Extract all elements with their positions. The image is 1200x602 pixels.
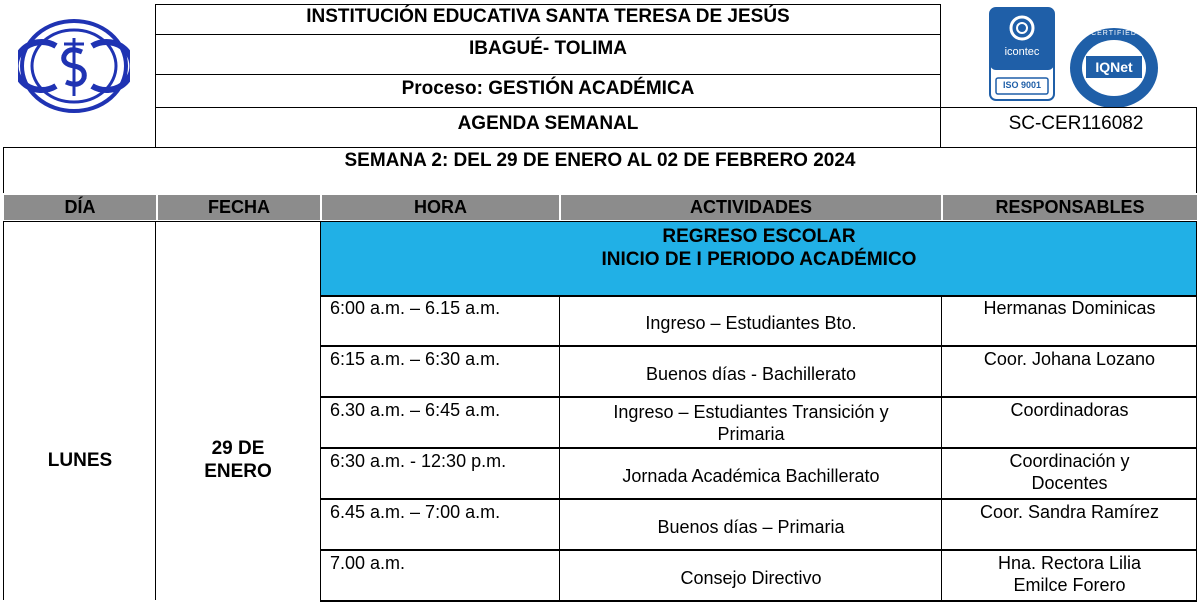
column-header-day: DÍA	[64, 197, 96, 217]
column-header-time: HORA	[414, 197, 467, 217]
responsible-cell: Coor. Johana Lozano	[983, 349, 1156, 369]
body-vline-right	[1196, 221, 1197, 600]
iqnet-ring-text: CERTIFIED	[1091, 30, 1137, 37]
row-divider	[320, 498, 1197, 500]
column-header-responsible: RESPONSABLES	[995, 197, 1145, 217]
responsible-cell: Hermanas Dominicas	[983, 298, 1156, 318]
activity-cell: Buenos días – Primaria	[657, 517, 845, 537]
column-header-date: FECHA	[208, 197, 270, 217]
responsible-cell: Coordinadoras	[1010, 400, 1129, 420]
responsible-cell: Coor. Sandra Ramírez	[979, 502, 1160, 522]
icontec-brand: icontec	[1004, 46, 1040, 58]
icontec-badge	[988, 6, 1058, 102]
document-title: AGENDA SEMANAL	[457, 113, 639, 134]
icontec-standard: ISO 9001	[1002, 80, 1042, 90]
activity-cell: Buenos días - Bachillerato	[645, 364, 857, 384]
time-cell: 6:30 a.m. - 12:30 p.m.	[330, 451, 507, 471]
day-name: LUNES	[47, 450, 113, 471]
activity-cell: Ingreso – Estudiantes Bto.	[645, 313, 857, 333]
activity-cell: Consejo Directivo	[680, 568, 822, 588]
header-bottom	[3, 147, 1197, 148]
banner-line-1: REGRESO ESCOLAR	[662, 226, 856, 247]
header-divider	[155, 74, 941, 75]
responsible-cell: Docentes	[1031, 473, 1108, 493]
body-vline	[320, 221, 321, 600]
header-vline	[940, 4, 941, 148]
activity-cell: Jornada Académica Bachillerato	[622, 466, 880, 486]
time-cell: 6:15 a.m. – 6:30 a.m.	[330, 349, 501, 369]
activity-cell: Primaria	[717, 424, 785, 444]
time-cell: 6.45 a.m. – 7:00 a.m.	[330, 502, 501, 522]
process-name: Proceso: GESTIÓN ACADÉMICA	[401, 78, 695, 99]
header-divider	[155, 107, 941, 108]
activity-cell: Ingreso – Estudiantes Transición y	[613, 402, 889, 422]
header-divider	[155, 34, 941, 35]
column-header-activities: ACTIVIDADES	[689, 197, 812, 217]
body-top-border	[3, 221, 1197, 222]
row-divider	[320, 345, 1197, 347]
header-vline	[1196, 107, 1197, 193]
institution-name: INSTITUCIÓN EDUCATIVA SANTA TERESA DE JESÚS	[306, 6, 790, 27]
header-divider	[940, 107, 1196, 108]
school-logo	[18, 18, 130, 114]
time-cell: 6:00 a.m. – 6.15 a.m.	[330, 298, 501, 318]
city-name: IBAGUÉ- TOLIMA	[469, 38, 627, 59]
school-logo-icon	[18, 18, 130, 114]
iqnet-badge	[1068, 26, 1160, 110]
date-line-1: 29 DE	[211, 438, 265, 459]
body-vline	[155, 221, 156, 600]
banner-line-2: INICIO DE I PERIODO ACADÉMICO	[601, 249, 917, 270]
row-divider	[320, 447, 1197, 449]
header-border-top	[155, 4, 941, 5]
responsible-cell: Coordinación y	[1009, 451, 1130, 471]
iqnet-brand: IQNet	[1095, 59, 1133, 75]
time-cell: 6.30 a.m. – 6:45 a.m.	[330, 400, 501, 420]
time-cell: 7.00 a.m.	[330, 553, 406, 573]
date-line-2: ENERO	[204, 461, 272, 482]
body-vline-left	[3, 221, 4, 600]
responsible-cell: Emilce Forero	[1013, 575, 1126, 595]
row-divider	[320, 549, 1197, 551]
row-divider	[320, 295, 1197, 297]
week-title: SEMANA 2: DEL 29 DE ENERO AL 02 DE FEBRERO 2024	[344, 150, 856, 171]
row-divider	[320, 396, 1197, 398]
responsible-cell: Hna. Rectora Lilia	[997, 553, 1142, 573]
certificate-code: SC-CER116082	[1008, 113, 1144, 134]
header-vline	[155, 4, 156, 148]
